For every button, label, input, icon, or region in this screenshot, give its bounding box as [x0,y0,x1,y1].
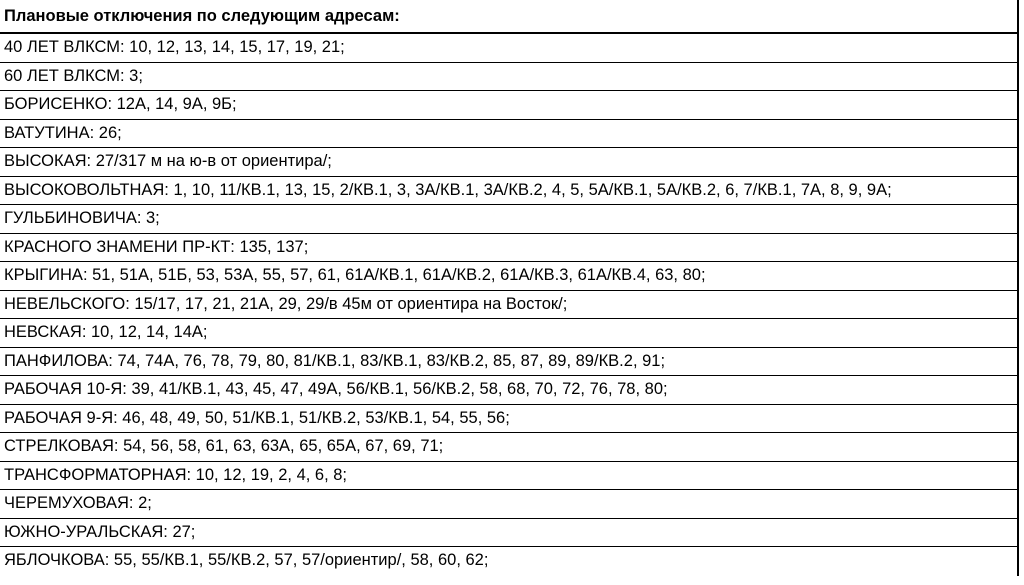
table-row: ПАНФИЛОВА: 74, 74А, 76, 78, 79, 80, 81/КВ.1, 83/КВ.1, 83/КВ.2, 85, 87, 89, 89/КВ.2, 91; [0,348,1017,377]
table-row: ВАТУТИНА: 26; [0,120,1017,149]
table-row: НЕВСКАЯ: 10, 12, 14, 14А; [0,319,1017,348]
table-row: ВЫСОКОВОЛЬТНАЯ: 1, 10, 11/КВ.1, 13, 15, 2/КВ.1, 3, 3А/КВ.1, 3А/КВ.2, 4, 5, 5А/КВ.1, 5А/КВ.2, 6, 7/КВ.1, 7А, 8, 9, 9А; [0,177,1017,206]
table-row: СТРЕЛКОВАЯ: 54, 56, 58, 61, 63, 63А, 65, 65А, 67, 69, 71; [0,433,1017,462]
table-row: ЧЕРЕМУХОВАЯ: 2; [0,490,1017,519]
table-row: 60 ЛЕТ ВЛКСМ: 3; [0,63,1017,92]
table-row: ВЫСОКАЯ: 27/317 м на ю-в от ориентира/; [0,148,1017,177]
table-row: НЕВЕЛЬСКОГО: 15/17, 17, 21, 21А, 29, 29/в 45м от ориентира на Восток/; [0,291,1017,320]
table-row: ГУЛЬБИНОВИЧА: 3; [0,205,1017,234]
table-row: КРАСНОГО ЗНАМЕНИ ПР-КТ: 135, 137; [0,234,1017,263]
table-row: РАБОЧАЯ 10-Я: 39, 41/КВ.1, 43, 45, 47, 49А, 56/КВ.1, 56/КВ.2, 58, 68, 70, 72, 76, 78, 80; [0,376,1017,405]
table-row: КРЫГИНА: 51, 51А, 51Б, 53, 53А, 55, 57, 61, 61А/КВ.1, 61А/КВ.2, 61А/КВ.3, 61А/КВ.4, 63, 80; [0,262,1017,291]
table-row: ТРАНСФОРМАТОРНАЯ: 10, 12, 19, 2, 4, 6, 8; [0,462,1017,491]
table-row: 40 ЛЕТ ВЛКСМ: 10, 12, 13, 14, 15, 17, 19, 21; [0,34,1017,63]
table-header: Плановые отключения по следующим адресам: [0,0,1017,34]
table-row: РАБОЧАЯ 9-Я: 46, 48, 49, 50, 51/КВ.1, 51/КВ.2, 53/КВ.1, 54, 55, 56; [0,405,1017,434]
table-row: БОРИСЕНКО: 12А, 14, 9А, 9Б; [0,91,1017,120]
table-row: ЯБЛОЧКОВА: 55, 55/КВ.1, 55/КВ.2, 57, 57/ориентир/, 58, 60, 62; [4,551,489,569]
table-row: ЮЖНО-УРАЛЬСКАЯ: 27; [0,519,1017,548]
